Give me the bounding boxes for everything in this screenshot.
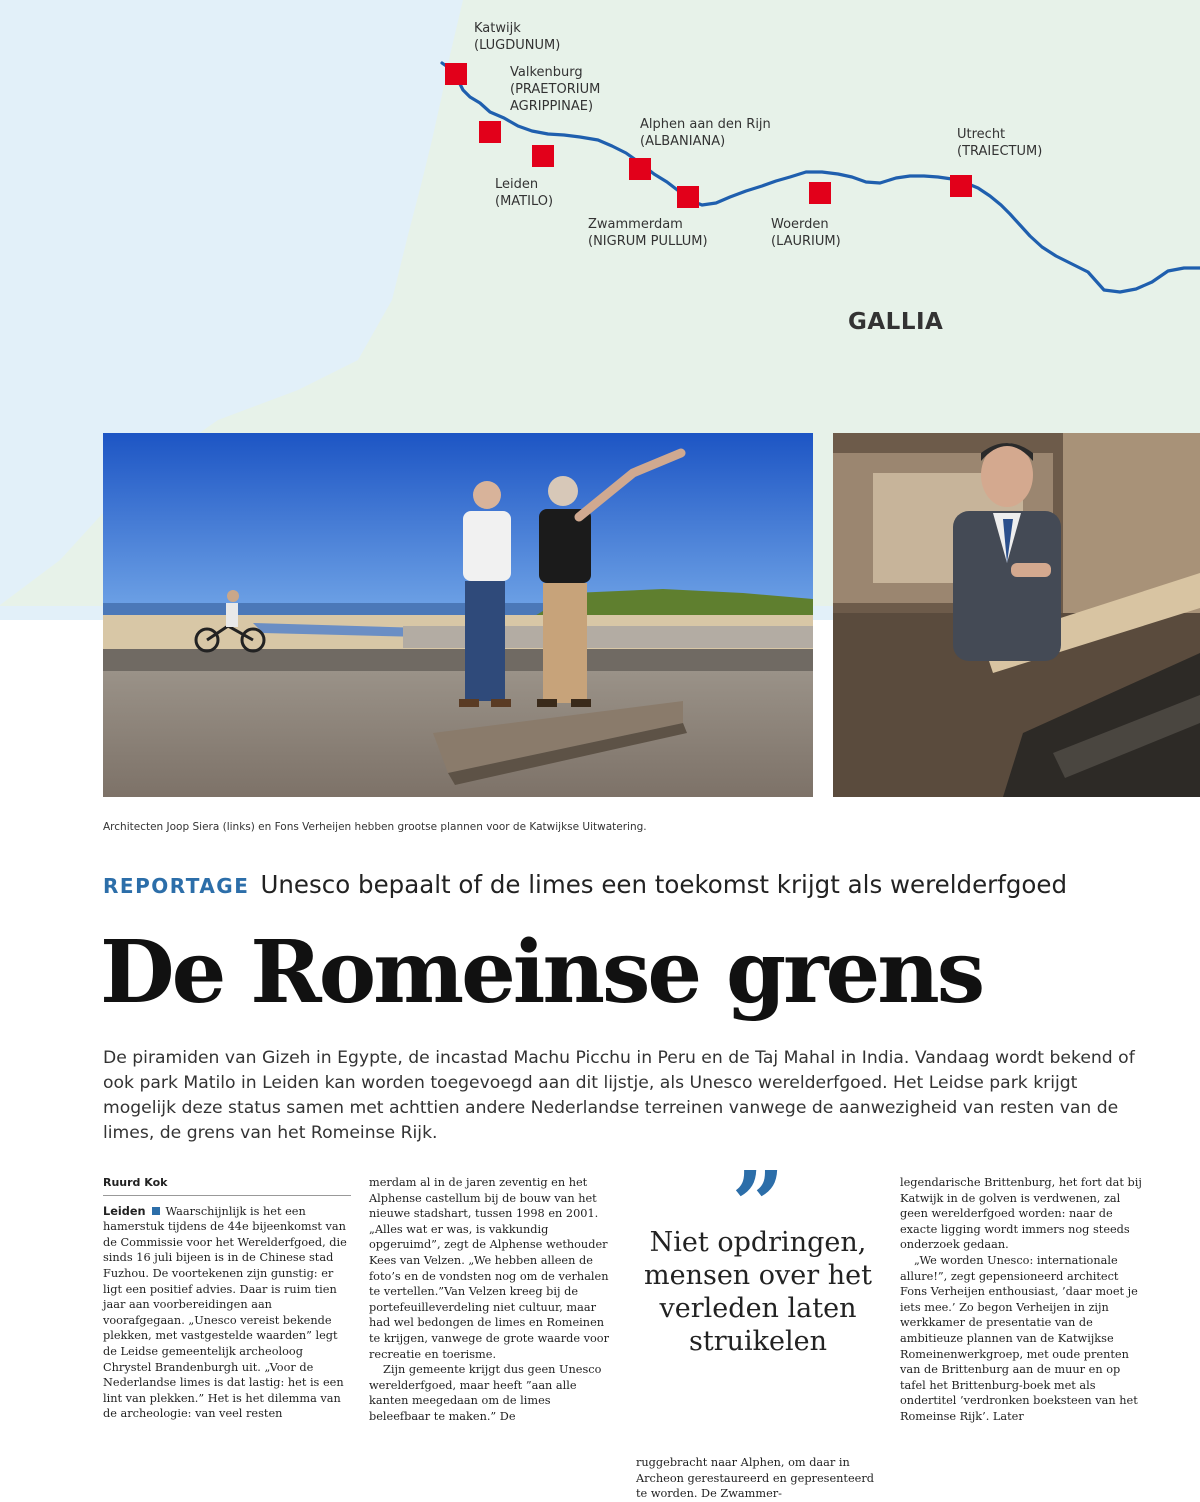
roman-name: (ALBANIANA)	[640, 134, 726, 149]
marker-woerden	[809, 182, 831, 204]
paragraph-text: Waarschijnlijk is het een hamerstuk tijdens de 44e bijeenkomst van de Commissie voor het Werelderfgoed, die sinds 16 juli bijeen is in de Chinese stad Fuzhou. De voortekenen zijn gunstig: er ligt een positief advies. Daar is ruim tien jaar aan voorbereidingen aan voorafgegaan. „Unesco vereist bekende plekken, met vastgestelde waarden” legt de Leidse gemeentelijk archeoloog Chrystel Brandenburgh uit. „Voor de Nederlandse limes is dat lastig: het is een lint van plekken.” Het is het dilemma van de archeologie: van veel resten	[103, 1204, 347, 1421]
label-utrecht	[957, 126, 1042, 160]
article-column-3	[636, 1455, 880, 1502]
city-name: Valkenburg	[510, 65, 583, 80]
label-leiden	[495, 176, 553, 210]
paragraph: „We worden Unesco: internationale allure!”, zegt gepensioneerd architect Fons Verheijen enthousiast, ’daar moet je iets mee.’ Zo begon Verheijen in zijn werkkamer de presentatie van de ambitieuze plannen van de Katwijkse Romeinenwerkgroep, met oude prenten van de Brittenburg aan de muur en op tafel het Brittenburg-boek met als ondertitel ’verdronken boeksteen van het Romeinse Rijk’. Later	[900, 1253, 1138, 1423]
marker-alphen	[629, 158, 651, 180]
article-column-1	[103, 1175, 351, 1422]
photo-caption: Architecten Joop Siera (links) en Fons Verheijen hebben grootse plannen voor de Katwijkse Uitwatering.	[103, 821, 647, 833]
roman-name: (LAURIUM)	[771, 234, 841, 249]
paragraph: merdam al in de jaren zeventig en het Alphense castellum bij de bouw van het nieuwe stadshart, tussen 1998 en 2001. „Alles wat er was, is vakkundig opgeruimd”, zegt de Alphense wethouder Kees van Velzen. „We hebben alleen de foto’s en de vondsten nog om de verhalen te vertellen.”Van Velzen kreeg bij de portefeuilleverdeling niet cultuur, maar had wel bedongen de limes en Romeinen te krijgen, vanwege de grote waarde voor recreatie en toerisme.	[369, 1176, 609, 1361]
city-name: Alphen aan den Rijn	[640, 117, 771, 132]
marker-zwammerdam	[677, 186, 699, 208]
city-name: Zwammerdam	[588, 217, 683, 232]
roman-name: (MATILO)	[495, 194, 554, 209]
section-kicker: REPORTAGE	[103, 874, 250, 898]
article-intro: De piramiden van Gizeh in Egypte, de incastad Machu Picchu in Peru en de Taj Mahal in India. Vandaag wordt bekend of ook park Matilo in Leiden kan worden toegevoegd aan dit lijstje, als Unesco werelderfgoed. Het Leidse park krijgt mogelijk deze status samen met achttien andere Nederlandse terreinen vanwege de aanwezigheid van resten van de limes, de grens van het Romeinse Rijk.	[103, 1048, 1135, 1143]
kicker-line	[103, 870, 1067, 899]
roman-name: (PRAETORIUM	[510, 82, 601, 97]
beach-photo-illustration	[103, 433, 813, 797]
label-woerden	[771, 216, 841, 250]
paragraph: ruggebracht naar Alphen, om daar in Archeon gerestaureerd en gepresenteerd te worden. De Zwammer-	[636, 1456, 874, 1501]
marker-valkenburg	[479, 121, 501, 143]
city-name: Utrecht	[957, 127, 1006, 142]
museum-photo	[833, 433, 1200, 797]
marker-utrecht	[950, 175, 972, 197]
city-name: Woerden	[771, 217, 829, 232]
pull-quote-box	[630, 1151, 886, 1358]
dateline: Leiden	[103, 1204, 146, 1218]
byline: Ruurd Kok	[103, 1175, 351, 1196]
label-katwijk	[474, 20, 560, 54]
label-zwammerdam	[588, 216, 708, 250]
region-label: GALLIA	[848, 309, 944, 335]
pull-quote: Niet opdringen, mensen over het verleden laten struikelen	[644, 1227, 872, 1357]
dateline-marker	[152, 1207, 160, 1215]
article-headline: De Romeinse grens	[100, 922, 983, 1023]
roman-name: (TRAIECTUM)	[957, 144, 1043, 159]
city-name: Leiden	[495, 177, 539, 192]
paragraph: legendarische Brittenburg, het fort dat bij Katwijk in de golven is verdwenen, zal geen werelderfgoed worden: naar de exacte ligging wordt immers nog steeds onderzoek gedaan.	[900, 1176, 1142, 1252]
marker-katwijk	[445, 63, 467, 85]
roman-name-cont: AGRIPPINAE)	[510, 99, 594, 114]
roman-name: (NIGRUM PULLUM)	[588, 234, 708, 249]
paragraph	[103, 1204, 351, 1422]
article-column-4	[900, 1175, 1148, 1425]
city-name: Katwijk	[474, 21, 521, 36]
roman-name: (LUGDUNUM)	[474, 38, 561, 53]
article-column-2	[369, 1175, 609, 1425]
marker-leiden	[532, 145, 554, 167]
quote-mark: ”	[731, 1151, 785, 1259]
label-valkenburg	[510, 64, 600, 115]
label-alphen	[640, 116, 771, 150]
article-subtitle: Unesco bepaalt of de limes een toekomst krijgt als werelderfgoed	[260, 870, 1068, 899]
beach-photo	[103, 433, 813, 797]
museum-photo-illustration	[833, 433, 1200, 797]
paragraph: Zijn gemeente krijgt dus geen Unesco werelderfgoed, maar heeft ”aan alle kanten meegedaan om de limes beleefbaar te maken.” De	[369, 1363, 602, 1423]
